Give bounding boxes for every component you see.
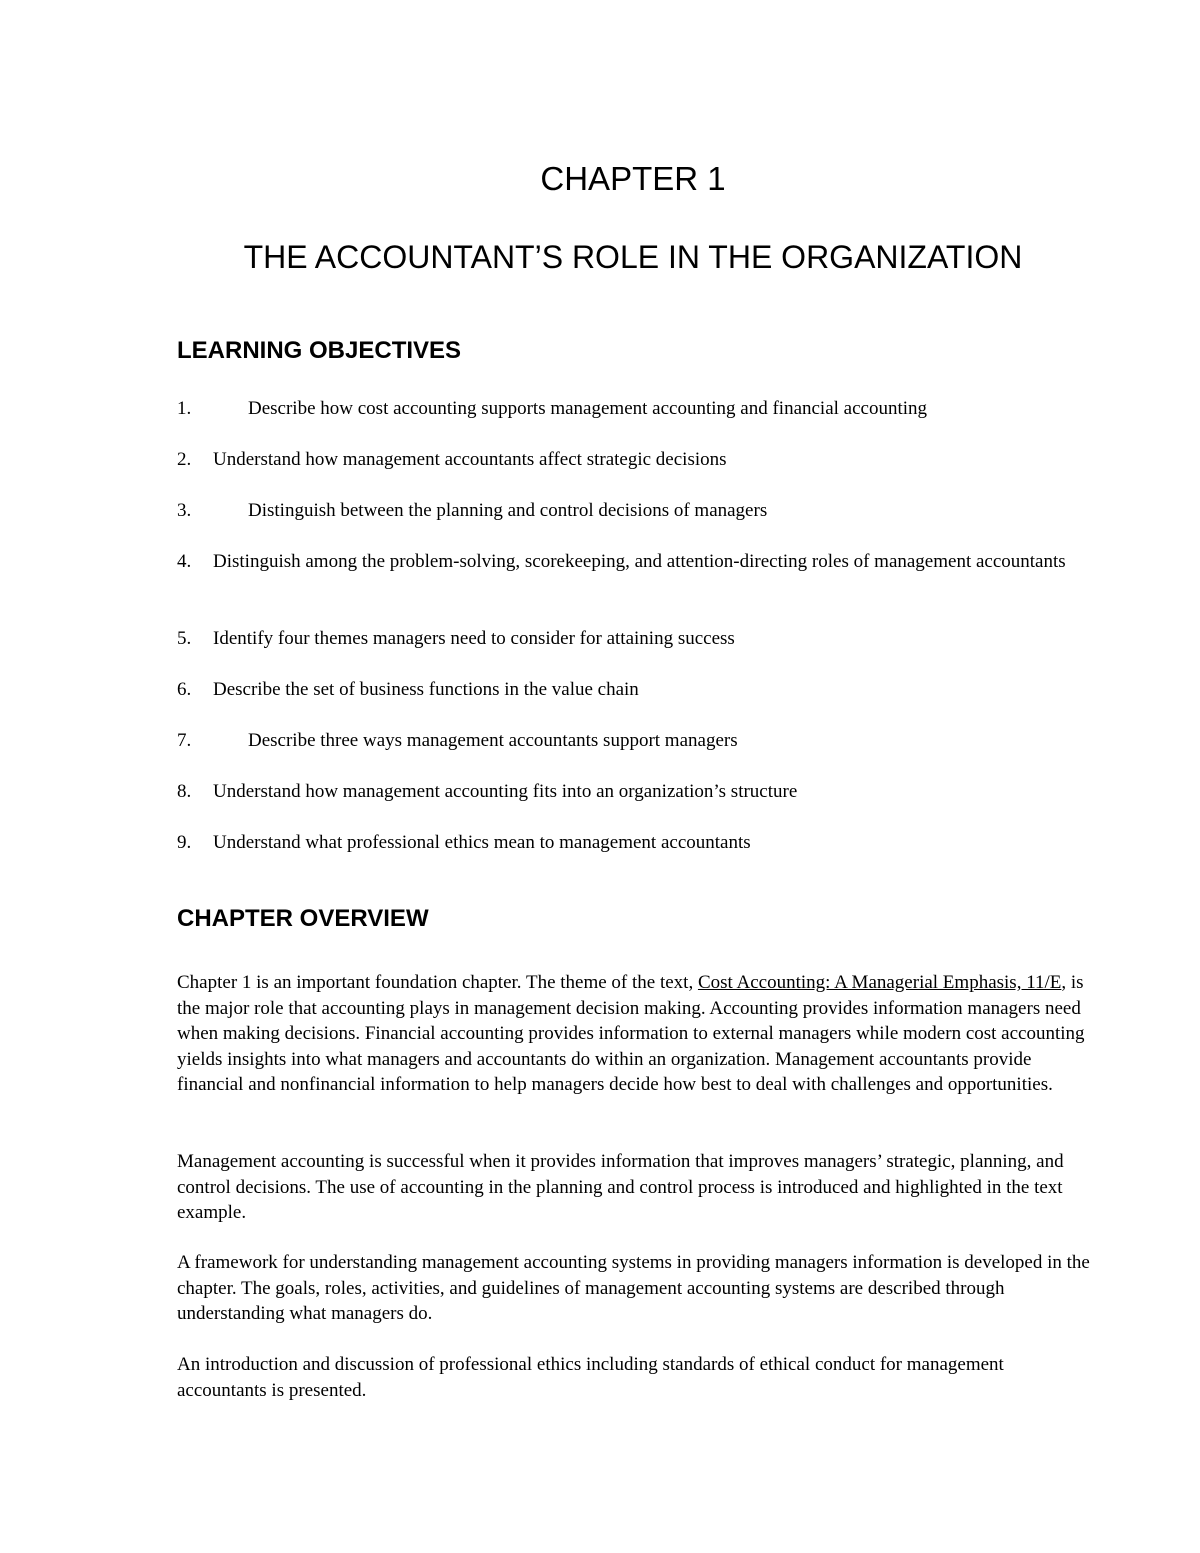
objective-number: 5. [177, 628, 192, 649]
learning-objectives-heading: LEARNING OBJECTIVES [177, 337, 462, 364]
objective-item [177, 626, 1092, 652]
objective-number: 7. [177, 730, 192, 751]
objective-text: Distinguish between the planning and control decisions of managers [248, 500, 768, 521]
objective-text: Understand what professional ethics mean to management accountants [213, 832, 751, 853]
overview-paragraph [177, 970, 1097, 1098]
objective-item [177, 447, 1092, 473]
overview-text: Chapter 1 is an important foundation chapter. The theme of the text, [177, 972, 698, 993]
objective-number: 8. [177, 781, 192, 802]
objective-number: 4. [177, 551, 192, 572]
objective-item [177, 549, 1092, 575]
objective-text: Understand how management accounting fits into an organization’s structure [213, 781, 798, 802]
objective-number: 3. [177, 500, 192, 521]
chapter-overview-heading: CHAPTER OVERVIEW [177, 905, 429, 932]
book-title: Cost Accounting: A Managerial Emphasis, 11/E [697, 972, 1062, 993]
objective-text: Understand how management accountants affect strategic decisions [213, 449, 727, 470]
overview-paragraph: An introduction and discussion of professional ethics including standards of ethical conduct for management accountants is presented. [177, 1354, 1004, 1401]
objective-item [177, 396, 1092, 422]
objective-number: 9. [177, 832, 192, 853]
objective-number: 1. [177, 398, 192, 419]
objective-item [177, 498, 1092, 524]
overview-paragraph: Management accounting is successful when it provides information that improves managers’ strategic, planning, and control decisions. The use of accounting in the planning and control process is introduced and highlighted in the text example. [177, 1151, 1064, 1223]
objective-text: Distinguish among the problem-solving, scorekeeping, and attention-directing roles of management accountants [213, 551, 1066, 572]
objective-text: Describe how cost accounting supports management accounting and financial accounting [248, 398, 928, 419]
overview-text: , is the major role that accounting plays in management decision making. Accounting provides information managers need when making decisions. Financial accounting provides information to external managers while modern cost accounting yields insights into what managers and accountants do within an organization. Management accountants provide financial and nonfinancial information to help managers decide how best to deal with challenges and opportunities. [177, 972, 1085, 1095]
objective-item [177, 677, 1092, 703]
chapter-number: CHAPTER 1 [540, 160, 726, 197]
overview-paragraph: A framework for understanding management accounting systems in providing managers information is developed in the chapter. The goals, roles, activities, and guidelines of management accounting systems are described through understanding what managers do. [177, 1252, 1090, 1324]
objective-item [177, 830, 1092, 856]
objective-text: Describe three ways management accountants support managers [248, 730, 738, 751]
chapter-title: THE ACCOUNTANT’S ROLE IN THE ORGANIZATION [243, 239, 1023, 275]
objective-number: 6. [177, 679, 192, 700]
objective-item [177, 779, 1092, 805]
objective-item [177, 728, 1092, 754]
objective-number: 2. [177, 449, 192, 470]
objective-text: Describe the set of business functions in the value chain [213, 679, 639, 700]
objective-text: Identify four themes managers need to consider for attaining success [213, 628, 735, 649]
